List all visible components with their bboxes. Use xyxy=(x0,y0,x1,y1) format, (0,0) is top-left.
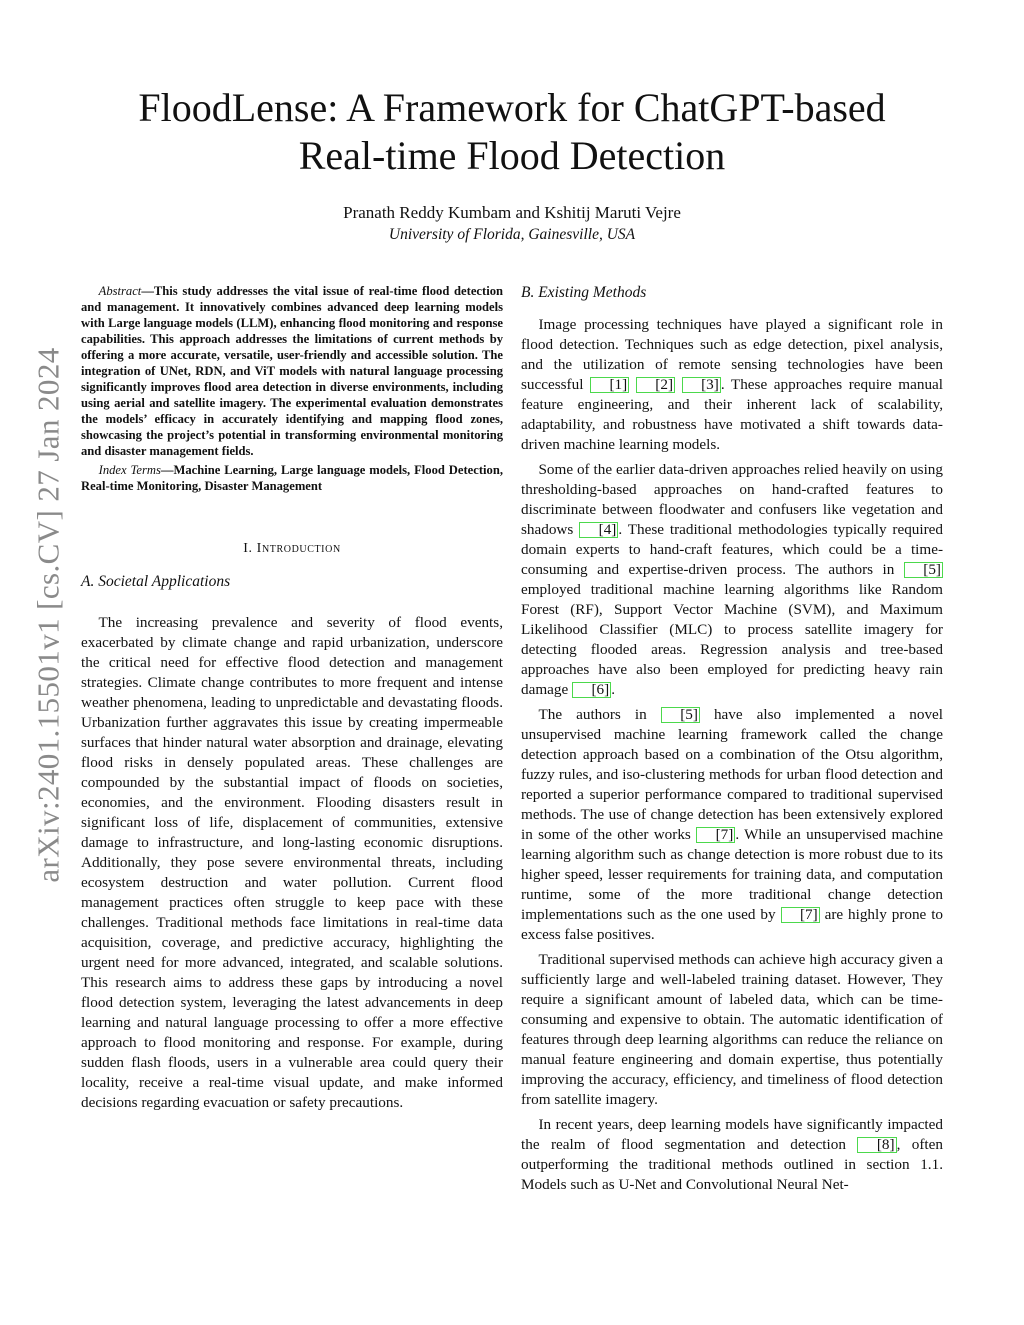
arxiv-side-stamp xyxy=(31,285,67,945)
intro-paragraph: The increasing prevalence and severity of flood events, exacerbated by climate change and rapid urbanization, underscore the critical need for effective flood detection and management strategies. Climate change contributes to more frequent and intense weather phenomena, leading to unpredictable and devastating floods. Urbanization further aggravates this issue by creating impermeable surfaces that hinder natural water absorption and drainage, elevating flood risks in densely populated areas. These challenges are compounded by the substantial impact of floods on societies, economies, and the environment. Flooding disasters result in significant loss of life, displacement of communities, extensive damage to infrastructure, and long-lasting economic disruptions. Additionally, they pose severe environmental threats, including ecosystem destruction and water pollution. Current flood management practices often struggle to keep pace with these challenges. Traditional methods face limitations in real-time data acquisition, coverage, and predictive accuracy, highlighting the urgent need for more advanced, integrated, and scalable solutions. This research aims to address these gaps by introducing a novel flood detection system, leveraging the latest advancements in deep learning and natural language processing to offer a more effective approach to flood monitoring and response. For example, during sudden flash floods, users in a vulnerable area could query their locality, receive a real-time visual update, and make informed decisions regarding evacuation or safety precautions. xyxy=(81,614,503,1111)
abstract xyxy=(81,283,503,459)
existing-methods-paragraph-5 xyxy=(521,1115,943,1195)
abstract-label: Abstract xyxy=(98,284,142,298)
paper-title xyxy=(80,84,944,180)
abstract-text: —This study addresses the vital issue of real-time flood detection and management. It innovatively combines advanced deep learning models with Large language models (LLM), enhancing flood monitoring and response capabilities. This approach addresses the limitations of current methods by offering a more accurate, versatile, user-friendly and accessible solution. The integration of UNet, RDN, and ViT models with natural language processing significantly improves flood area detection in diverse environments, including using aerial and satellite imagery. The experimental evaluation demonstrates the models’ efficacy in accurately identifying and mapping flood zones, showcasing the project’s potential in transforming environmental monitoring and disaster management fields. xyxy=(81,284,503,458)
arxiv-identifier: arXiv:2401.15501v1 [cs.CV] 27 Jan 2024 xyxy=(31,347,67,883)
paragraph-text: The authors in xyxy=(538,706,661,723)
index-terms xyxy=(81,462,503,494)
citation-link-4[interactable]: [4] xyxy=(579,522,618,538)
citation-link-6[interactable]: [6] xyxy=(572,682,611,698)
citation-link-5[interactable]: [5] xyxy=(904,562,943,578)
paragraph-text: . While an unsupervised machine learning algorithm such as change detection is more robust due to its higher speed, lesser requirements for training data, and computation runtime, some of the more traditional change detection implementations such as the one used by xyxy=(521,826,944,923)
paragraph-text: . These traditional methodologies typically required domain experts to hand-craft features, which could be a time-consuming and expertise-driven process. The authors in xyxy=(521,521,944,578)
section-heading-introduction: I. Introduction xyxy=(243,541,341,556)
right-column xyxy=(521,283,943,1195)
paragraph-text: Image processing techniques have played a significant role in flood detection. Techniques such as edge detection, pixel analysis, and the utilization of remote sensing technologies have been successful xyxy=(521,316,943,393)
author-list: Pranath Reddy Kumbam and Kshitij Maruti Vejre xyxy=(343,203,681,222)
existing-methods-paragraph-4: Traditional supervised methods can achieve high accuracy given a sufficiently large and well-labeled training dataset. However, They require a significant amount of labeled data, which can be time-consuming and expensive to obtain. The automatic identification of features through deep learning algorithms can reduce the reliance on manual feature engineering and domain expertise, thus potentially improving the accuracy, efficiency, and timeliness of flood detection from satellite imagery. xyxy=(521,951,943,1108)
index-terms-label: Index Terms xyxy=(98,463,161,477)
citation-link-1[interactable]: [1] xyxy=(590,377,629,393)
existing-methods-paragraph-2 xyxy=(521,460,943,700)
paragraph-text: . xyxy=(611,681,616,698)
paragraph-text: , often outperforming the traditional methods outlined in section 1.1. Models such as U-Net and Convolutional Neural Net- xyxy=(521,1136,943,1193)
title-line-2: Real-time Flood Detection xyxy=(298,133,726,178)
author-affiliation: University of Florida, Gainesville, USA xyxy=(388,226,636,243)
subsection-heading-existing-methods: B. Existing Methods xyxy=(521,284,647,301)
citation-link-8[interactable]: [8] xyxy=(857,1137,896,1153)
citation-link-5[interactable]: [5] xyxy=(661,707,700,723)
paragraph-text: are highly prone to excess false positives. xyxy=(521,906,944,943)
title-line-1: FloodLense: A Framework for ChatGPT-based xyxy=(138,85,886,130)
paragraph-text: Some of the earlier data-driven approaches relied heavily on using thresholding-based approaches on hand-crafted features to discriminate between floodwater and confusers like vegetation and shadows xyxy=(521,461,943,538)
left-column xyxy=(81,283,503,1113)
paragraph-text: employed traditional machine learning algorithms like Random Forest (RF), Support Vector Machine (SVM), and Maximum Likelihood Classifier (MLC) to process satellite imagery for detecting flooded areas. Regression analysis and tree-based approaches have also been employed for predicting heavy rain damage xyxy=(521,581,943,698)
citation-link-3[interactable]: [3] xyxy=(682,377,721,393)
paragraph-text: have also implemented a novel unsupervised machine learning framework called the change detection approach based on a combination of the Otsu algorithm, fuzzy rules, and iso-clustering methods for urban flood detection and reported a superior performance compared to traditional supervised methods. The use of change detection has been extensively explored in some of the other works xyxy=(521,706,943,843)
citation-link-7[interactable]: [7] xyxy=(781,907,820,923)
index-terms-text: —Machine Learning, Large language models, Flood Detection, Real-time Monitoring, Disaster Management xyxy=(81,463,503,493)
subsection-heading-societal-applications: A. Societal Applications xyxy=(81,573,231,590)
paragraph-text: . These approaches require manual feature engineering, and their inherent lack of scalability, adaptability, and robustness have motivated a shift towards data-driven machine learning models. xyxy=(521,376,944,453)
existing-methods-paragraph-3 xyxy=(521,705,943,945)
citation-link-2[interactable]: [2] xyxy=(636,377,675,393)
paragraph-text: In recent years, deep learning models have significantly impacted the realm of flood segmentation and detection xyxy=(521,1116,943,1153)
existing-methods-paragraph-1 xyxy=(521,315,943,455)
citation-link-7[interactable]: [7] xyxy=(696,827,735,843)
